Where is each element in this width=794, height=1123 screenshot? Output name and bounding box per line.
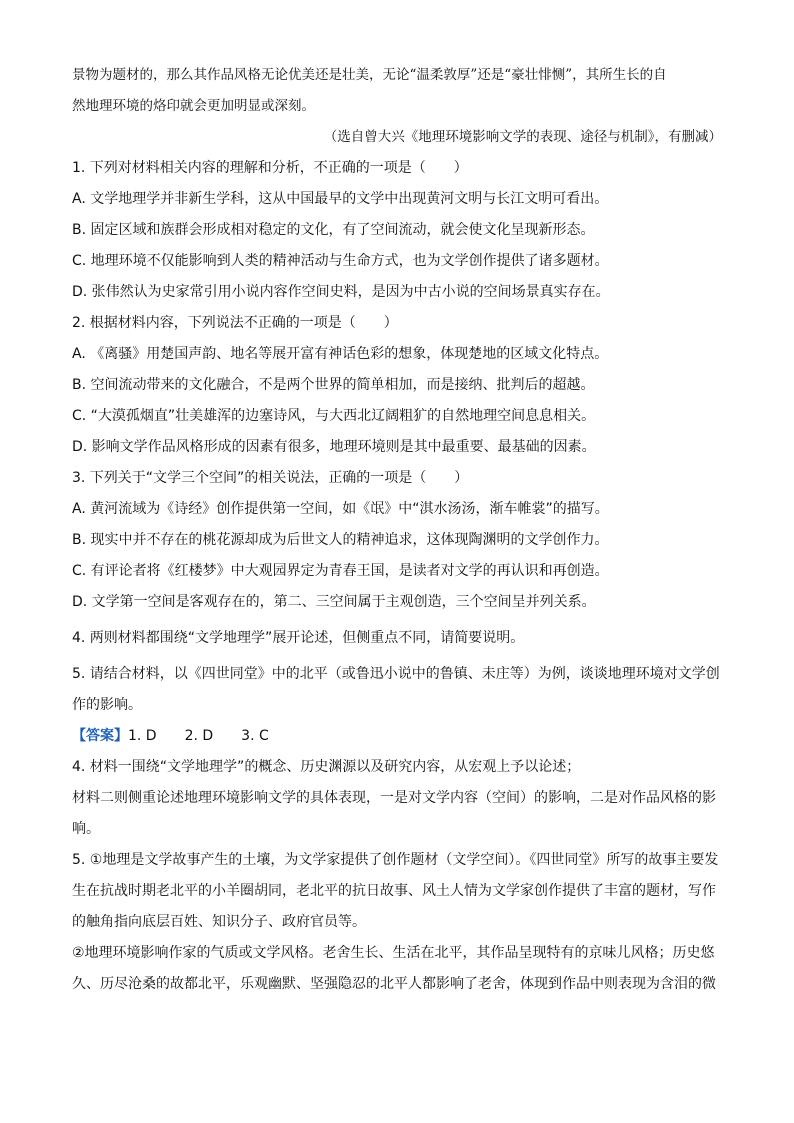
passage-source: （选自曾大兴《地理环境影响文学的表现、途径与机制》，有删减） <box>323 129 722 145</box>
question-1-option-a: A. 文学地理学并非新生学科，这从中国最早的文学中出现黄河文明与长江文明可看出。 <box>72 191 609 207</box>
question-1-option-c: C. 地理环境不仅能影响到人类的精神活动与生命方式，也为文学创作提供了诸多题材。 <box>72 253 609 269</box>
question-2-option-d: D. 影响文学作品风格形成的因素有很多，地理环境则是其中最重要、最基础的因素。 <box>72 439 596 455</box>
answer-5-line: 久、历尽沧桑的故都北平，乐观幽默、坚强隐忍的北平人都影响了老舍，体现到作品中则表现为含泪的微 <box>72 976 716 992</box>
question-1-option-d: D. 张伟然认为史家常引用小说内容作空间史料，是因为中古小说的空间场景真实存在。 <box>72 284 610 300</box>
question-2-stem: 2. 根据材料内容，下列说法不正确的一项是（ ） <box>72 315 398 331</box>
answer-4-line: 响。 <box>72 821 100 837</box>
document-page <box>72 64 722 995</box>
answer-4-line: 4. 材料一围绕“文学地理学”的概念、历史渊源以及研究内容，从宏观上予以论述； <box>72 759 581 775</box>
question-1-stem: 1. 下列对材料相关内容的理解和分析，不正确的一项是（ ） <box>72 160 468 176</box>
question-2-option-c: C. “大漠孤烟直”壮美雄浑的边塞诗风，与大西北辽阔粗犷的自然地理空间息息相关。 <box>72 408 596 424</box>
answer-5-line: 5. ①地理是文学故事产生的土壤，为文学家提供了创作题材（文学空间）。《四世同堂》所写的故事主要发 <box>72 852 719 868</box>
answer-tag: 【答案】 <box>72 728 128 744</box>
question-2-option-a: A. 《离骚》用楚国声韵、地名等展开富有神话色彩的想象，体现楚地的区域文化特点。 <box>72 346 609 362</box>
question-5-stem: 作的影响。 <box>72 697 142 713</box>
question-3-option-b: B. 现实中并不存在的桃花源却成为后世文人的精神追求，这体现陶渊明的文学创作力。 <box>72 532 609 548</box>
question-1-option-b: B. 固定区域和族群会形成相对稳定的文化，有了空间流动，就会使文化呈现新形态。 <box>72 222 595 238</box>
answer-line <box>72 725 722 747</box>
answer-4-line: 材料二则侧重论述地理环境影响文学的具体表现，一是对文学内容（空间）的影响，二是对作品风格的影 <box>72 790 716 806</box>
answer-choices: 1. D 2. D 3. C <box>128 728 269 744</box>
question-3-option-c: C. 有评论者将《红楼梦》中大观园界定为青春王国，是读者对文学的再认识和再创造。 <box>72 563 609 579</box>
passage-line: 然地理环境的烙印就会更加明显或深刻。 <box>72 98 315 114</box>
passage-line: 景物为题材的，那么其作品风格无论优美还是壮美，无论“温柔敦厚”还是“豪壮悱恻”，其所生长的自 <box>72 67 667 83</box>
question-5-stem: 5. 请结合材料，以《四世同堂》中的北平（或鲁迅小说中的鲁镇、未庄等）为例，谈谈地理环境对文学创 <box>72 666 720 682</box>
question-3-option-d: D. 文学第一空间是客观存在的，第二、三空间属于主观创造，三个空间呈并列关系。 <box>72 594 596 610</box>
answer-5-line: 生在抗战时期老北平的小羊圈胡同，老北平的抗日故事、风土人情为文学家创作提供了丰富的题材，写作 <box>72 883 716 899</box>
answer-5-line: ②地理环境影响作家的气质或文学风格。老舍生长、生活在北平，其作品呈现特有的京味儿风格；历史悠 <box>72 945 715 961</box>
question-3-option-a: A. 黄河流域为《诗经》创作提供第一空间，如《氓》中“淇水汤汤，渐车帷裳”的描写。 <box>72 501 609 517</box>
question-3-stem: 3. 下列关于“文学三个空间”的相关说法，正确的一项是（ ） <box>72 470 469 486</box>
question-2-option-b: B. 空间流动带来的文化融合，不是两个世界的简单相加，而是接纳、批判后的超越。 <box>72 377 595 393</box>
answer-5-line: 的触角指向底层百姓、知识分子、政府官员等。 <box>72 914 366 930</box>
question-4-stem: 4. 两则材料都围绕“文学地理学”展开论述，但侧重点不同，请简要说明。 <box>72 630 525 646</box>
